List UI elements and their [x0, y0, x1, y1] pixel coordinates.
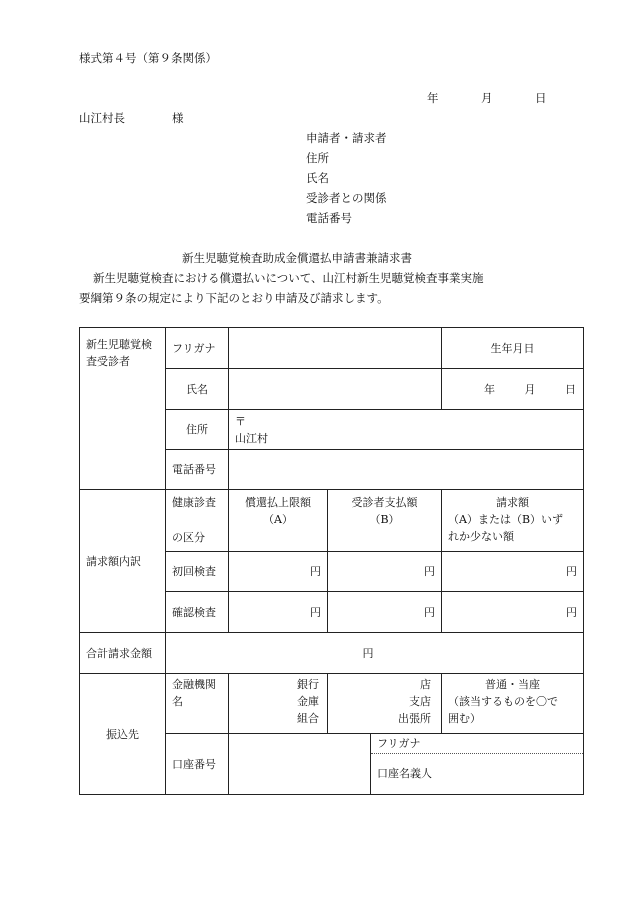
birthdate-label: 生年月日	[442, 328, 584, 369]
bank-label	[166, 674, 229, 734]
bank-name-field[interactable]	[229, 674, 328, 734]
checkup-category-label	[166, 490, 229, 552]
claim-note-line1: （A）または（B）いず	[448, 513, 564, 526]
form-number: 様式第４号（第９条関係）	[79, 51, 217, 65]
branch-type-branch: 支店	[409, 695, 432, 708]
birth-month-label: 月	[524, 382, 536, 396]
patient-paid-label: 受診者支払額	[351, 496, 418, 509]
transfer-section-label: 振込先	[80, 674, 166, 795]
account-type-options: 普通・当座	[485, 678, 541, 691]
upper-limit-label: 償還払上限額	[245, 496, 311, 509]
name-label: 氏名	[166, 369, 229, 410]
applicant-name-label: 氏名	[306, 171, 329, 185]
applicant-label: 申請者・請求者	[306, 131, 387, 145]
account-number-field[interactable]	[229, 734, 371, 795]
intro-line-1: 新生児聴覚検査における償還払いについて、山江村新生児聴覚検査事業実施	[93, 271, 484, 285]
phone-field[interactable]	[229, 450, 584, 490]
total-claim-field[interactable]	[166, 633, 584, 674]
first-claim-cell[interactable]: 円	[442, 552, 584, 592]
addressee-honorific: 様	[172, 111, 184, 125]
applicant-relation-label: 受診者との関係	[306, 191, 387, 205]
postal-mark: 〒	[235, 414, 246, 428]
bank-label-line1: 金融機関	[172, 678, 216, 691]
address-field[interactable]	[229, 410, 584, 450]
phone-label: 電話番号	[166, 450, 229, 490]
bank-type-bank: 銀行	[297, 678, 319, 691]
confirm-patient-paid-cell[interactable]: 円	[328, 592, 442, 633]
first-upper-limit-cell[interactable]: 円	[229, 552, 328, 592]
account-number-label: 口座番号	[166, 734, 229, 795]
account-type-field[interactable]	[442, 674, 584, 734]
name-field[interactable]	[229, 369, 442, 410]
applicant-address-label: 住所	[306, 151, 329, 165]
account-holder-label: 口座名義人	[377, 767, 432, 780]
upper-limit-header	[229, 490, 328, 552]
furigana-label: フリガナ	[166, 328, 229, 369]
claim-amount-label: 請求額	[496, 496, 530, 509]
checkup-category-line1: 健康診査	[172, 496, 216, 509]
first-test-label: 初回検査	[166, 552, 229, 592]
account-furigana-label: フリガナ	[371, 734, 583, 754]
branch-type-store: 店	[420, 678, 432, 691]
branch-name-field[interactable]	[328, 674, 442, 734]
claim-note-line2: れか少ない額	[448, 530, 515, 543]
applicant-phone-label: 電話番号	[306, 211, 352, 225]
intro-line-2: 要綱第９条の規定により下記のとおり申請及び請求します。	[79, 291, 389, 305]
date-day-label: 日	[535, 91, 547, 105]
birthdate-field[interactable]	[442, 369, 584, 410]
date-year-label: 年	[427, 91, 439, 105]
total-yen-unit: 円	[362, 646, 374, 660]
total-claim-label: 合計請求金額	[80, 633, 166, 674]
breakdown-section-label: 請求額内訳	[80, 490, 166, 633]
confirm-test-label: 確認検査	[166, 592, 229, 633]
patient-paid-header	[328, 490, 442, 552]
account-holder-cell[interactable]	[371, 734, 584, 795]
birth-day-label: 日	[565, 382, 577, 396]
furigana-field[interactable]	[229, 328, 442, 369]
birth-year-label: 年	[484, 382, 496, 396]
upper-limit-code: （A）	[263, 513, 293, 526]
confirm-claim-cell[interactable]: 円	[442, 592, 584, 633]
claim-amount-header	[442, 490, 584, 552]
bank-label-line2: 名	[172, 695, 183, 708]
bank-type-kumiai: 組合	[297, 712, 319, 725]
account-type-note-line2: 囲む）	[448, 712, 482, 725]
confirm-upper-limit-cell[interactable]: 円	[229, 592, 328, 633]
document-title: 新生児聴覚検査助成金償還払申請書兼請求書	[182, 251, 412, 265]
examinee-section-label: 新生児聴覚検査受診者	[80, 328, 166, 490]
village-name: 山江村	[235, 431, 268, 445]
bank-type-shinkin: 金庫	[297, 695, 319, 708]
account-type-note-line1: （該当するものを〇で	[448, 695, 559, 708]
date-month-label: 月	[481, 91, 493, 105]
checkup-category-line2: の区分	[172, 531, 205, 544]
application-table	[79, 327, 584, 795]
address-label: 住所	[166, 410, 229, 450]
addressee-name: 山江村長	[79, 111, 125, 125]
first-patient-paid-cell[interactable]: 円	[328, 552, 442, 592]
patient-paid-code: （B）	[369, 513, 400, 526]
branch-type-office: 出張所	[398, 712, 432, 725]
